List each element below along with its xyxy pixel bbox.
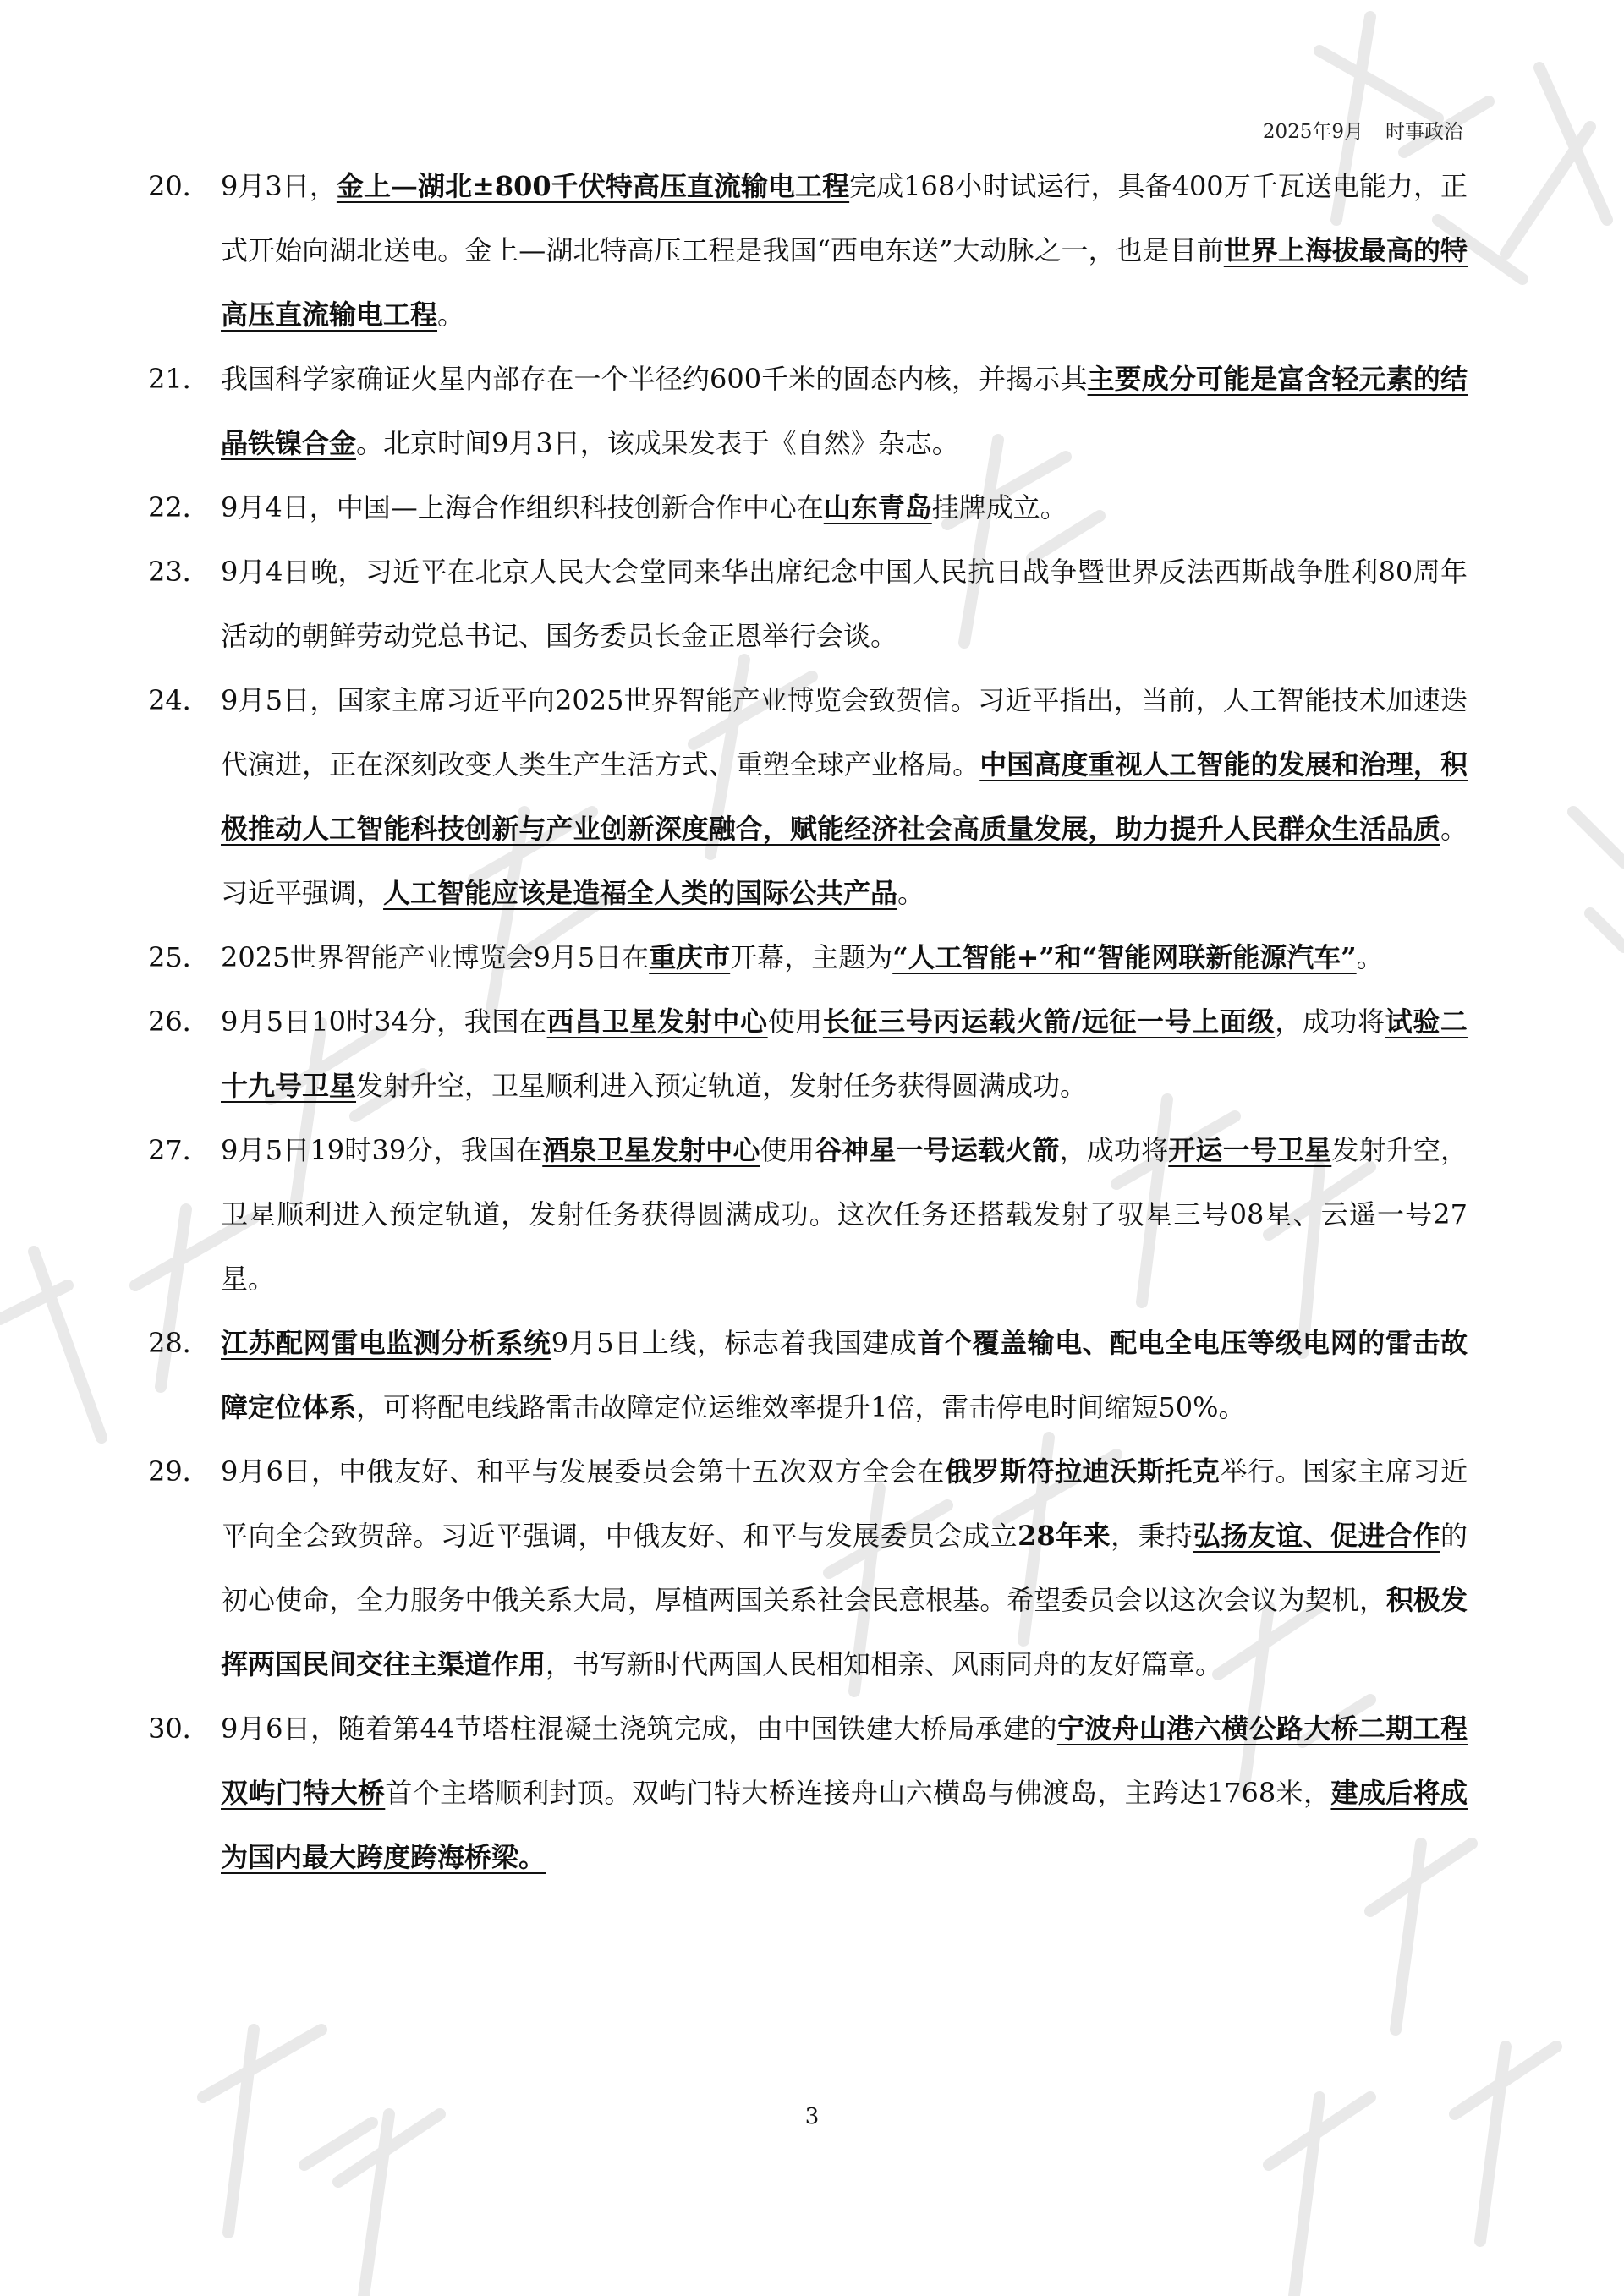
item-number: 22． [148,491,210,523]
item-text: 举行。国家主席习近平向全会致贺辞。习近平强调，中俄友好、和平与发展委员会成立 [221,1455,1468,1552]
news-list [148,154,1468,1889]
bold-text: 积极发挥两国民间交往主渠道作用 [221,1584,1468,1680]
highlighted-text: 人工智能应该是造福全人类的国际公共产品 [383,877,898,909]
item-number: 30． [148,1712,210,1745]
item-text: 。 [1356,941,1384,973]
item-text: 发射升空，卫星顺利进入预定轨道，发射任务获得圆满成功。 [356,1070,1088,1102]
highlighted-text: 弘扬友谊、促进合作 [1193,1520,1440,1552]
header-date: 2025年9月 [1262,121,1363,143]
item-text: 。习近平强调， [221,813,1468,909]
item-text: 首个主塔顺利封顶。双屿门特大桥连接舟山六横岛与佛渡岛，主跨达1768米， [385,1777,1331,1809]
item-text: 。 [897,877,925,909]
list-item [148,347,1468,475]
item-text: ，成功将 [1275,1006,1385,1038]
highlighted-text: 宁波舟山港六横公路大桥二期工程双屿门特大桥 [221,1712,1468,1809]
item-number: 20． [148,170,210,202]
bold-text: 首个覆盖输电、配电全电压等级电网的雷击故障定位体系 [221,1327,1468,1423]
highlighted-text: 重庆市 [649,941,731,973]
item-number: 21． [148,363,210,395]
list-item [148,475,1468,540]
highlighted-text: 酒泉卫星发射中心 [542,1134,760,1166]
bold-text: 谷神星一号运载火箭 [814,1134,1060,1166]
item-text: 9月5日，国家主席习近平向2025世界智能产业博览会致贺信。习近平指出，当前，人工智能技术加速迭代演进，正在深刻改变人类生产生活方式、重塑全球产业格局。 [221,684,1468,781]
item-number: 26． [148,1006,210,1038]
list-item [148,925,1468,989]
highlighted-text: 金上—湖北±800千伏特高压直流输电工程 [336,170,850,202]
item-text: 。 [437,299,465,331]
item-text: 9月4日，中国—上海合作组织科技创新合作中心在 [221,491,824,523]
item-text: ，可将配电线路雷击故障定位运维效率提升1倍，雷击停电时间缩短50%。 [356,1391,1246,1423]
list-item [148,1118,1468,1311]
item-text: 我国科学家确证火星内部存在一个半径约600千米的固态内核，并揭示其 [221,363,1088,395]
highlighted-text: 江苏配网雷电监测分析系统 [221,1327,551,1359]
item-text: 使用 [760,1134,815,1166]
list-item [148,1439,1468,1696]
bold-text: 28年来 [1018,1520,1111,1552]
item-text: 9月5日上线，标志着我国建成 [551,1327,918,1359]
highlighted-text: 试验二十九号卫星 [221,1006,1468,1102]
item-text: 完成168小时试运行，具备400万千瓦送电能力，正式开始向湖北送电。金上—湖北特高压工程是我国“西电东送”大动脉之一，也是目前 [221,170,1468,266]
item-number: 24． [148,684,210,716]
item-text: 的初心使命，全力服务中俄关系大局，厚植两国关系社会民意根基。希望委员会以这次会议为契机， [221,1520,1468,1616]
item-text: 9月3日， [221,170,337,202]
header-subject: 时事政治 [1385,121,1463,143]
item-text: 9月6日，中俄友好、和平与发展委员会第十五次双方全会在 [221,1455,945,1488]
item-number: 28． [148,1327,210,1359]
highlighted-text: 西昌卫星发射中心 [546,1006,768,1038]
item-number: 27． [148,1134,210,1166]
list-item [148,1311,1468,1439]
list-item [148,668,1468,925]
item-text: 。北京时间9月3日，该成果发表于《自然》杂志。 [356,427,959,459]
list-item [148,540,1468,668]
item-number: 23． [148,556,210,588]
item-text: 开幕，主题为 [730,941,893,973]
item-text: 9月4日晚，习近平在北京人民大会堂同来华出席纪念中国人民抗日战争暨世界反法西斯战争胜利80周年活动的朝鲜劳动党总书记、国务委员长金正恩举行会谈。 [221,556,1468,652]
item-number: 29． [148,1455,210,1488]
highlighted-text: 世界上海拔最高的特高压直流输电工程 [221,234,1468,331]
page-header [1263,116,1463,144]
item-text: ，秉持 [1111,1520,1193,1552]
item-number: 25． [148,941,210,973]
highlighted-text: “人工智能+”和“智能网联新能源汽车” [892,941,1357,973]
list-item [148,989,1468,1118]
highlighted-text: 中国高度重视人工智能的发展和治理，积极推动人工智能科技创新与产业创新深度融合，赋能经济社会高质量发展，助力提升人民群众生活品质 [221,748,1468,845]
highlighted-text: 建成后将成为国内最大跨度跨海桥梁。 [221,1777,1468,1873]
item-text: ，成功将 [1059,1134,1169,1166]
item-text: ，书写新时代两国人民相知相亲、风雨同舟的友好篇章。 [546,1648,1223,1680]
item-text: 挂牌成立。 [931,491,1067,523]
bold-text: 俄罗斯符拉迪沃斯托克 [944,1455,1221,1488]
item-text: 9月6日，随着第44节塔柱混凝土浇筑完成，由中国铁建大桥局承建的 [221,1712,1057,1745]
highlighted-text: 开运一号卫星 [1168,1134,1332,1166]
page-number: 3 [804,2104,820,2129]
item-text: 9月5日19时39分，我国在 [221,1134,543,1166]
item-text: 9月5日10时34分，我国在 [221,1006,547,1038]
item-text: 使用 [767,1006,823,1038]
item-text: 2025世界智能产业博览会9月5日在 [221,941,650,973]
highlighted-text: 主要成分可能是富含轻元素的结晶铁镍合金 [221,363,1468,459]
list-item [148,1696,1468,1889]
list-item [148,154,1468,347]
item-text: 发射升空，卫星顺利进入预定轨道，发射任务获得圆满成功。这次任务还搭载发射了驭星三号08星、云遥一号27星。 [221,1134,1468,1295]
highlighted-text: 山东青岛 [823,491,932,523]
highlighted-text: 长征三号丙运载火箭/远征一号上面级 [822,1006,1276,1038]
